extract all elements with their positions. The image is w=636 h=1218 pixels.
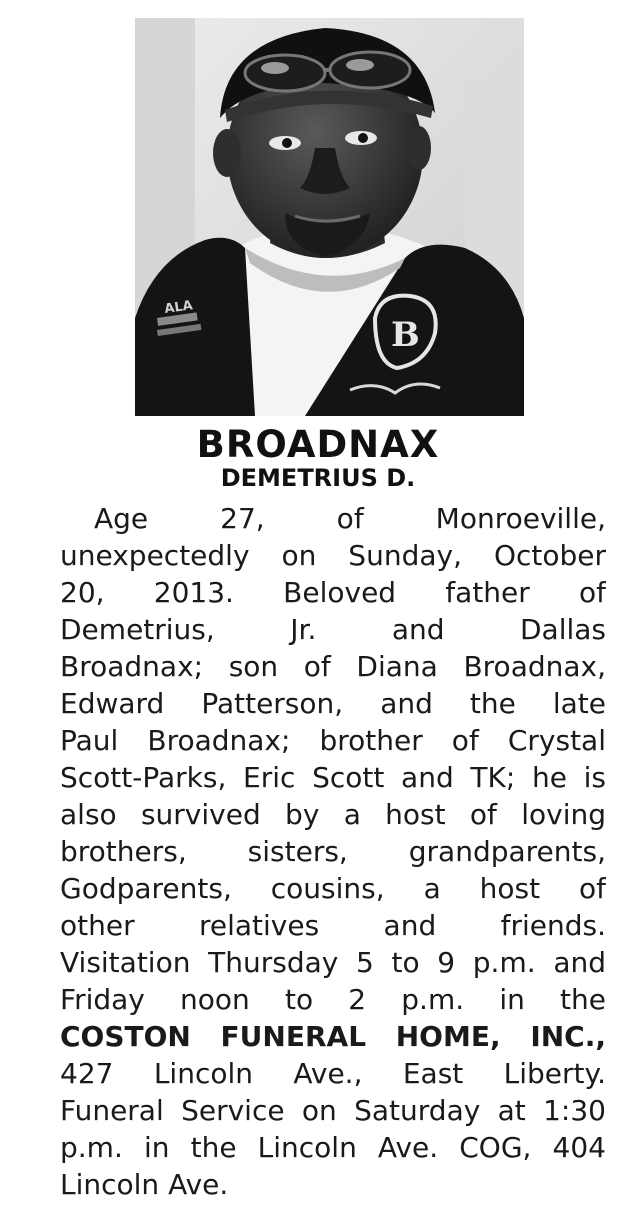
obituary-line: Funeral Service on Saturday at 1:30: [60, 1094, 606, 1127]
obituary-line: Broadnax; son of Diana Broadnax,: [60, 650, 606, 683]
obituary-body: [60, 500, 606, 1203]
obituary-line: Friday noon to 2 p.m. in the: [60, 983, 606, 1016]
svg-text:B: B: [391, 315, 420, 355]
obituary-line: unexpectedly on Sunday, October: [60, 539, 606, 572]
obituary-line: 427 Lincoln Ave., East Liberty.: [60, 1057, 606, 1090]
svg-text:ALA: ALA: [163, 298, 194, 317]
portrait-illustration: [135, 18, 524, 416]
obituary-line: Edward Patterson, and the late: [60, 687, 606, 720]
obituary-line: Scott-Parks, Eric Scott and TK; he is: [60, 761, 606, 794]
obituary-line: Paul Broadnax; brother of Crystal: [60, 724, 606, 757]
obituary-line: Demetrius, Jr. and Dallas: [60, 613, 606, 646]
obituary-line: other relatives and friends.: [60, 909, 606, 942]
obituary-line: also survived by a host of loving: [60, 798, 606, 831]
obituary-line: Visitation Thursday 5 to 9 p.m. and: [60, 946, 606, 979]
given-name-heading: DEMETRIUS D.: [220, 464, 416, 492]
obituary-line: Age 27, of Monroeville,: [94, 502, 606, 535]
obituary-line: p.m. in the Lincoln Ave. COG, 404: [60, 1131, 606, 1164]
surname-heading: BROADNAX: [196, 423, 440, 466]
cropped-next-line: [60, 1198, 606, 1218]
portrait-photo: [135, 18, 524, 416]
funeral-home-name: COSTON FUNERAL HOME, INC.,: [60, 1020, 606, 1053]
obituary-line: brothers, sisters, grandparents,: [60, 835, 606, 868]
obituary-line: Godparents, cousins, a host of: [60, 872, 606, 905]
obituary-line: Lincoln Ave.: [60, 1168, 229, 1201]
obituary-line: 20, 2013. Beloved father of: [60, 576, 606, 609]
